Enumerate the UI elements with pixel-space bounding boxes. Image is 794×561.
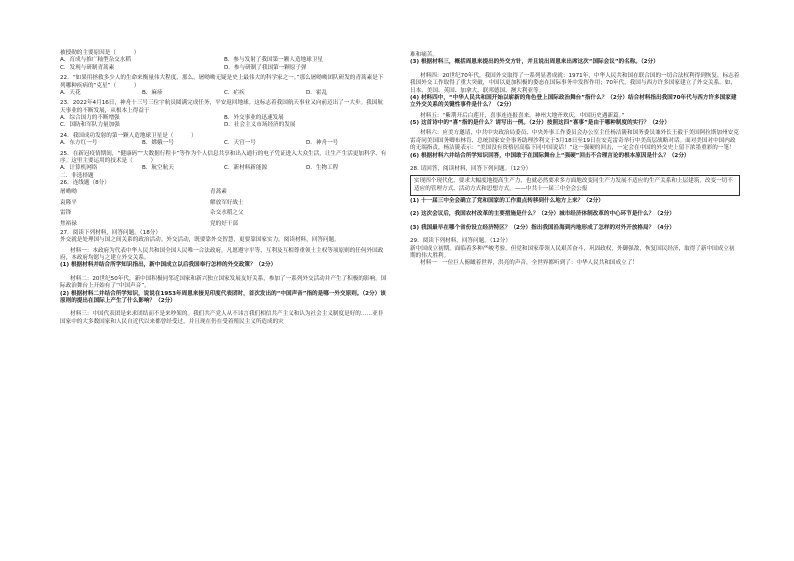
q27-6: (6) 根据材料六并结合所学知识回答，中国敢于在国际舞台上“强硬”回击不合理言论的根本原因是什么？（2分） xyxy=(410,152,690,159)
option: D．社会主义市场经济的发展 xyxy=(224,122,296,129)
match-right: 杂交水稻之父 xyxy=(210,210,244,217)
option: A．天花 xyxy=(60,89,81,96)
q22-options xyxy=(60,90,388,97)
q23-options xyxy=(60,115,388,130)
option: A．育成与推广籼型杂交水稻 xyxy=(60,57,131,64)
q24-options xyxy=(60,140,388,147)
section-heading: 二．非选择题 xyxy=(60,172,94,179)
q27-3: (3) 根据材料三，概括周恩来提出的外交方针，并且说出周恩来出席这次“国际会议”的名称。（2分） xyxy=(410,59,659,66)
material-5: 材料五：“紫荆开后白莲开，喜事连连报喜来。神州大地齐欢庆，中国历史遇新篇。” xyxy=(420,112,625,119)
option: B．麻疹 xyxy=(142,89,163,96)
option: B．嫦娥一号 xyxy=(142,140,174,147)
material-6: 材料六：应美方邀请，中共中央政治局委员、中央外事工作委员会办公室主任杨洁篪和国务委员兼外长王毅于美国阿拉斯加州安克雷奇同美国国务卿布林肯、总统国家安全事务助理沙利文于3月18日至19日在安克雷奇举行中美高层战略对话。面对美国对中国内政的无端指责，杨洁篪表示：“美国没有资格居高临下同中国说话！”这一强硬的回击，一定会在中国的外交史上留下浓墨重彩的一笔！ xyxy=(410,130,739,152)
option: C．疟疾 xyxy=(224,89,245,96)
option: C．国防和军队力量加强 xyxy=(60,122,120,129)
q21-options xyxy=(60,57,388,72)
match-left: 袁隆平 xyxy=(60,199,77,206)
option: D．霍乱 xyxy=(306,89,328,96)
q22-stem: 22．“如果用拯救多少人的生命来衡量伟大程度，那么，屠呦呦无疑是史上最伟大的科学家之一。”那么屠呦呦团队研发的青蒿素是下列哪种疾病的“克星”（ ） xyxy=(60,75,384,89)
option: B．航空航天 xyxy=(142,165,174,172)
q26-heading: 26．连线题（8分） xyxy=(60,180,110,186)
q24-stem: 24．我国成功发射的第一颗人造地球卫星是（ ） xyxy=(60,132,197,139)
q29-intro: 新中国成立初期，面临着多种严峻考验，但党和国家带领人民艰苦奋斗，巩固政权，外御强敌，恢复国民经济，取得了新中国成立初期的伟大胜利。 xyxy=(410,245,735,259)
match-left: 雷锋 xyxy=(60,210,72,217)
option: C．发现与研制青蒿素 xyxy=(60,64,115,71)
q27-1: (1) 根据材料并结合所学知识指出，新中国成立以后我国奉行怎样的外交政策？（2分） xyxy=(60,262,277,269)
option: B．外交事业的迅速发展 xyxy=(224,115,284,121)
option: A．综合国力的不断增强 xyxy=(60,115,120,121)
match-left: 屠呦呦 xyxy=(60,189,77,196)
q28-2: (2) 这次会议后，我国农村改革的主要措施是什么？（2分）城市经济体制改革的中心环节是什么？（2分） xyxy=(410,211,675,218)
q23-stem: 23．2022年4月16日，神舟十三号三位宇航员圆满完成任务，平安返回地球。这标志着我国航天事业又向前迈出了一大步。我国航天事业的不断发展，从根本上得益于 xyxy=(60,100,383,114)
match-right: 党的好干部 xyxy=(210,220,238,227)
option: D．参与研制了我国第一颗原子弹 xyxy=(224,64,307,71)
option: C．天宫一号 xyxy=(224,140,256,147)
q25-stem: 25．在新冠疫情期间，“健康码”“大数据行程卡”等作为个人信息共享和出入通行的电子凭证进入大众生活，让生产生活更加科学、有序。这里主要运用的技术是（ ） xyxy=(60,150,387,164)
option: A．东方红一号 xyxy=(60,140,98,147)
matching-table xyxy=(60,189,388,228)
right-column xyxy=(410,52,740,268)
q27-heading: 27．阅读下列材料，回答问题。（18分） xyxy=(60,229,161,236)
match-right: 青蒿素 xyxy=(210,189,227,196)
material-2: 材料二：20世纪50年代，新中国积极同邻近国家和新兴独立国家发展友好关系，参加了一系列外交活动并产生了积极的影响。国际政治舞台上开始有了“中国声音”。 xyxy=(60,275,387,290)
q21-tail: 被授勋的主要原因是（ ） xyxy=(60,50,140,56)
q29-heading: 29．阅读下列材料，回答问题。（12分） xyxy=(410,238,511,245)
option: B．参与发射了我国第一颗人造地球卫星 xyxy=(224,57,323,64)
match-right: 解放军好战士 xyxy=(210,199,244,206)
material-4: 材料四：20世纪70年代，我国外交取得了一系列显著成就：1971年，中华人民共和国在联合国的一切合法权利得到恢复，标志着我国外交工作取得了重大突破，中国以更加积极的姿态在国际事务中发挥作用；70年代，我国与西方许多国家建立了外交关系，如，日本、美国、英国、加拿大、联邦德国、澳大利亚等。 xyxy=(410,72,740,94)
q28-3: (3) 我国最早在哪个省份设立经济特区？（2分）指出我国沿海到内地形成了怎样的对外开放格局？（4分） xyxy=(410,224,675,231)
option: C．新材料新能源 xyxy=(224,165,268,172)
q27-4: (4) 材料四中，“中华人民共和国开始以崭新的角色登上国际政治舞台”指什么？（2分）结合材料指出我国70年代与西方许多国家建立外交关系的关键性事件是什么？（2分） xyxy=(410,94,737,109)
q28-1: (1) 十一届三中全会确立了党和国家的工作重点转移到什么地方上来？（2分） xyxy=(410,198,604,204)
q28-material-box: 实现四个现代化，要求大幅度地提高生产力，也就必然要求多方面地改变同生产力发展不适应的生产关系和上层建筑，改变一切不适应的管理方式、活动方式和思想方式。——中共十一届三中全会公报 xyxy=(410,175,740,196)
material-3-tail: 难和痛苦。 xyxy=(410,52,438,58)
q28-heading: 28. 请回答，阅读材料，回答下列问题。（12分） xyxy=(410,165,532,172)
q27-2: (2) 根据材料二并结合所学知识，说说在1953年周恩来接见印度代表团时，首次发出的“中国声音”指的是哪一外交原则。（2分）该原则的提出在国际上产生了什么影响？（2分） xyxy=(60,290,386,304)
option: A．计算机网络 xyxy=(60,165,98,172)
q27-intro: 外交就是处理国与国之间关系的政治活动。外交活动，既要靠外交智慧，更要靠国家实力。阅读材料，回答问题。 xyxy=(60,237,340,244)
option: D．生物工程 xyxy=(306,165,339,172)
match-left: 焦裕禄 xyxy=(60,220,77,227)
left-column xyxy=(60,50,388,326)
q27-5: (5) 这首诗中的“喜”指的是什么？请写出一例。（2分）按照这四“喜事”是由于哪种制度的实行？（2分） xyxy=(410,120,670,126)
option: D．神舟一号 xyxy=(306,140,339,147)
q25-options xyxy=(60,165,388,172)
material-1: 材料一：本政府为代表中华人民共和国全国人民唯一合法政府。凡愿遵守平等、互利及互相尊重领土主权等项原则的任何外国政府，本政府均愿与之建立外交关系。 xyxy=(60,247,384,261)
q29-material-1: 材料一 一位巨人俯瞰着世界，洪亮的声音，全世界都听到了：中华人民共和国成立了！ xyxy=(420,260,638,267)
material-3: 材料三：中国代表团是来求团结而不是来吵架的。我们共产党人从不讳言我们相信共产主义和认为社会主义制度是好的……亚非国家中的大多数国家和人民自近代以来都曾经受过，并且现在仍在受着殖民主义所造成的灾 xyxy=(60,311,384,325)
